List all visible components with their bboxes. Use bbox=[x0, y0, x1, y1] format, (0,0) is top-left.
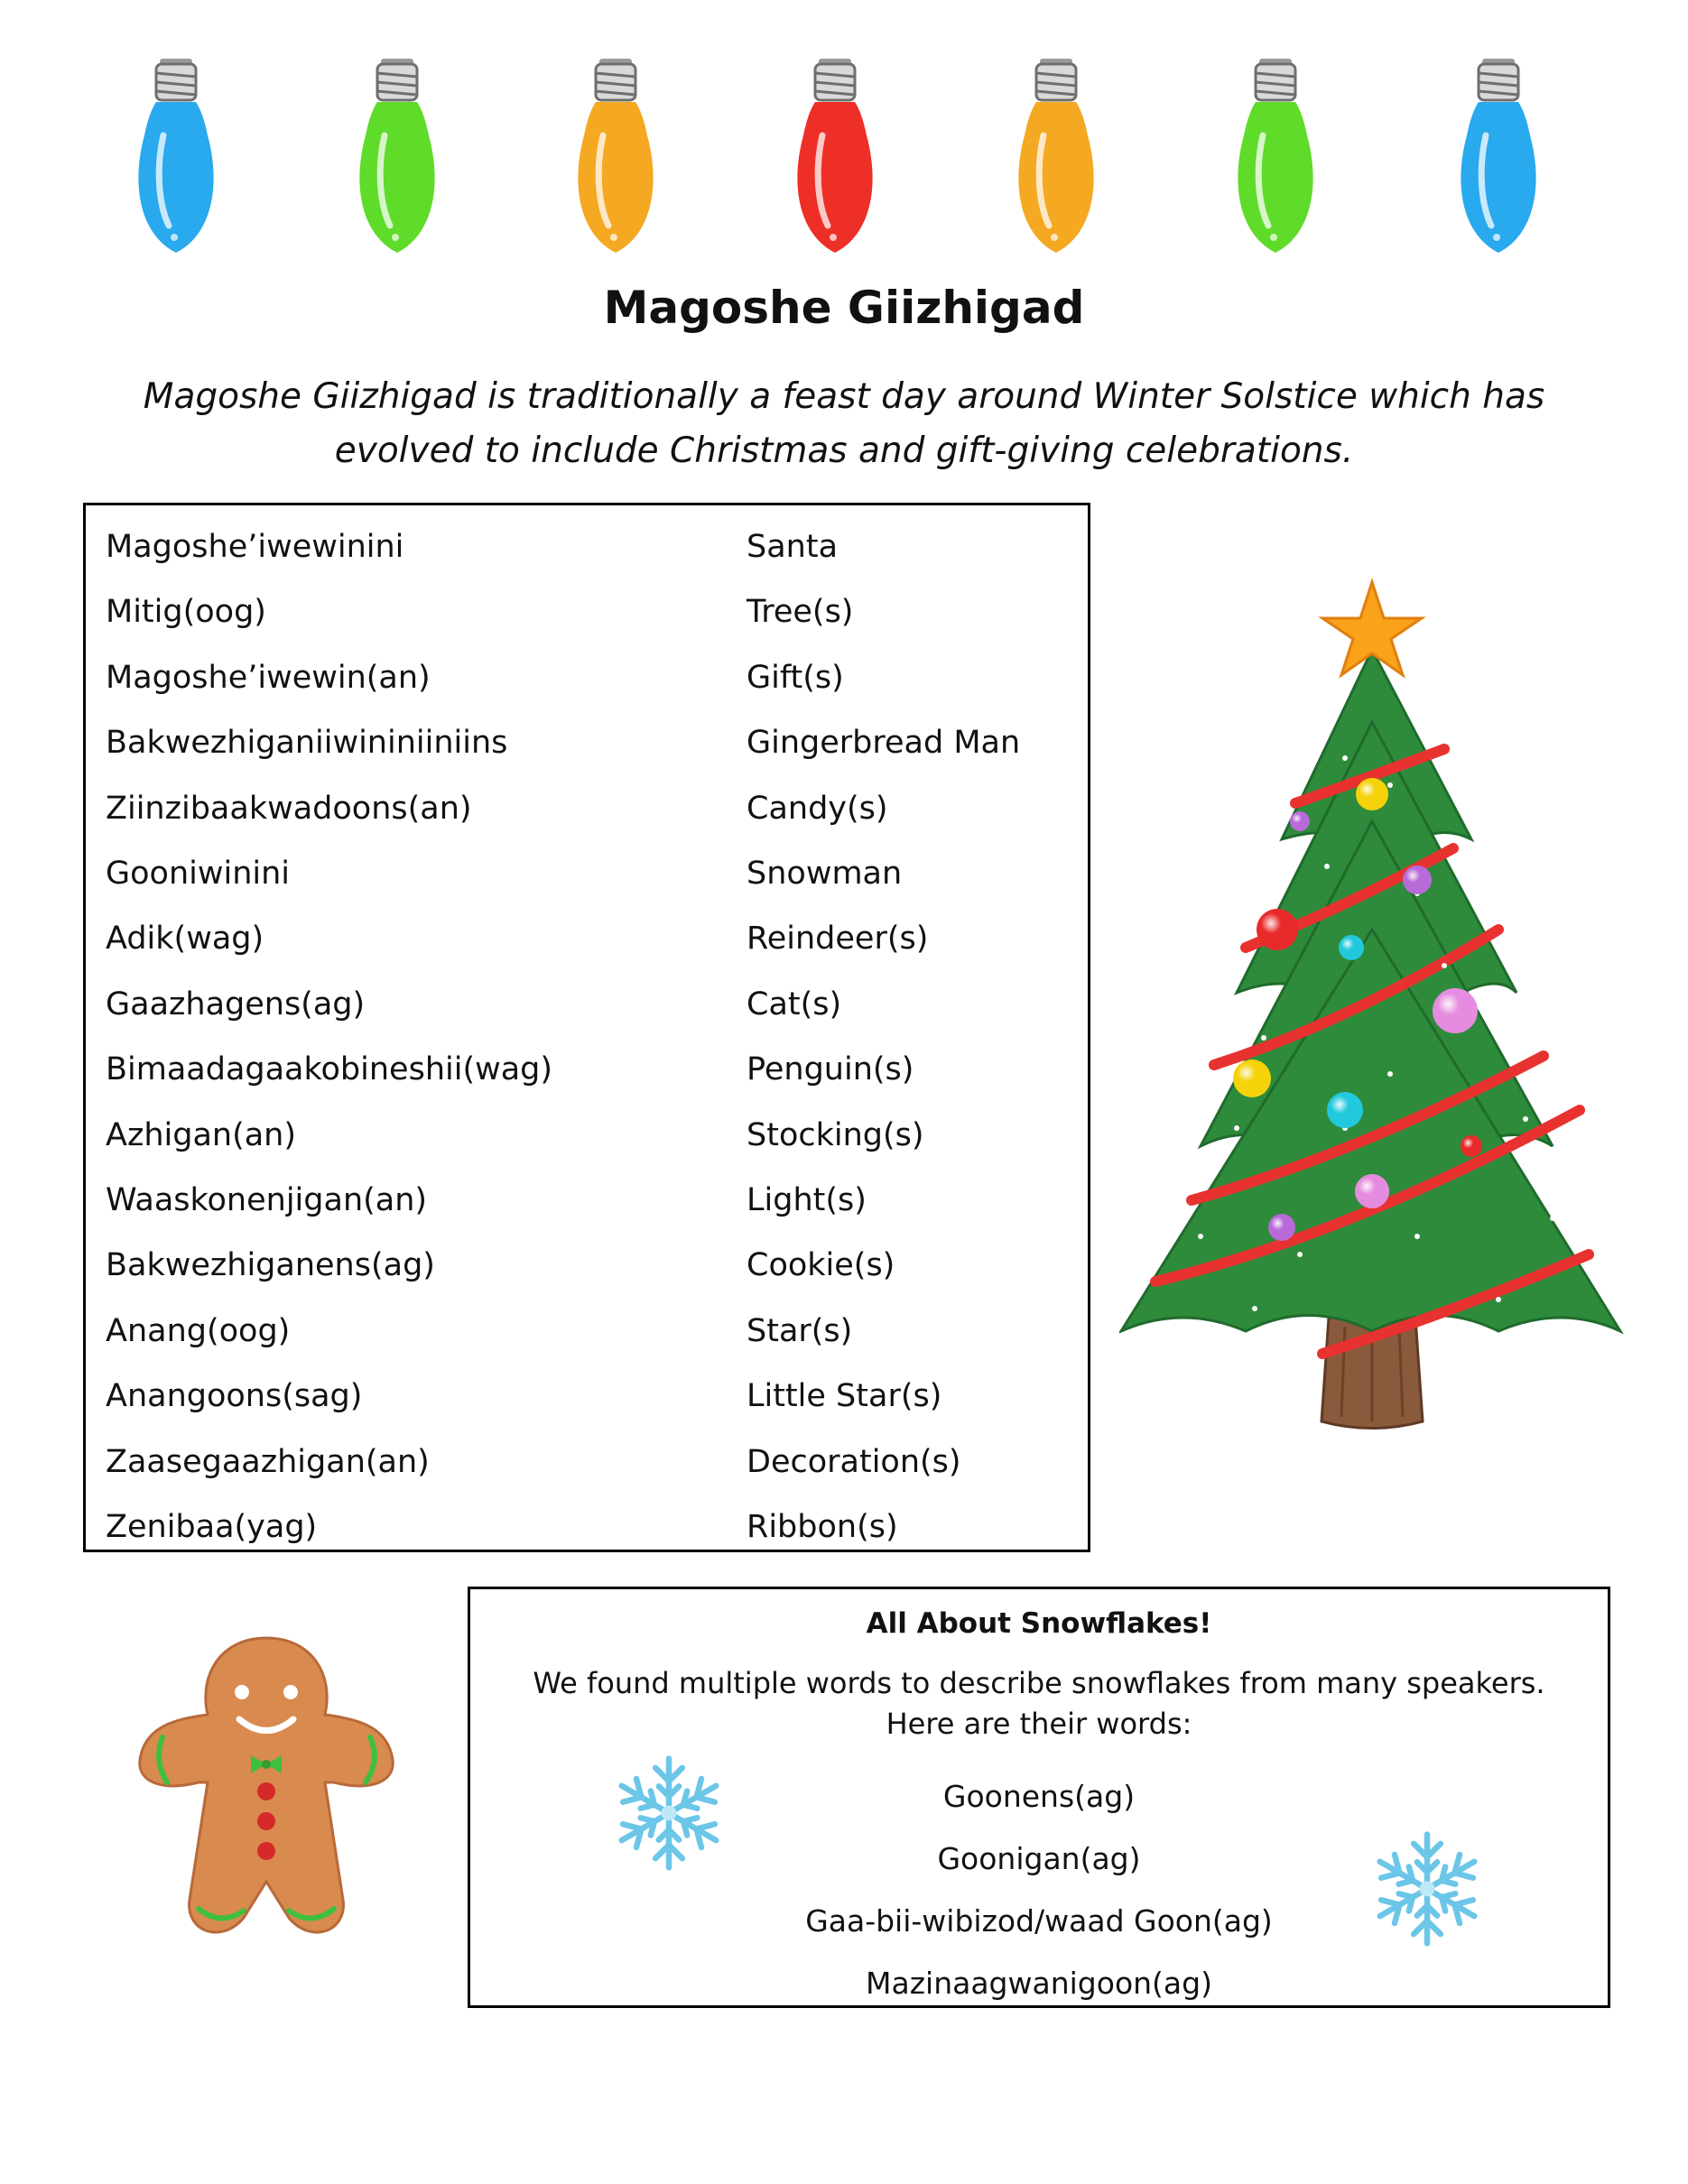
ojibwe-word: Bakwezhiganiiwininiiniins bbox=[106, 725, 508, 762]
english-translation: Candy(s) bbox=[747, 790, 888, 827]
snowflake-word: Goonigan(ag) bbox=[937, 1841, 1141, 1876]
christmas-light-bulb-icon bbox=[561, 50, 670, 266]
vocab-row bbox=[86, 514, 1088, 579]
ojibwe-word: Anangoons(sag) bbox=[106, 1378, 363, 1415]
snowflakes-description-line2: Here are their words: bbox=[886, 1707, 1192, 1741]
vocab-row bbox=[86, 710, 1088, 775]
english-translation: Cat(s) bbox=[747, 986, 842, 1023]
ojibwe-word: Adik(wag) bbox=[106, 921, 264, 958]
ojibwe-word: Azhigan(an) bbox=[106, 1116, 297, 1153]
vocab-row bbox=[86, 1168, 1088, 1233]
english-translation: Tree(s) bbox=[747, 594, 854, 631]
snowflakes-title: All About Snowflakes! bbox=[866, 1607, 1212, 1640]
ojibwe-word: Magoshe’iwewinini bbox=[106, 529, 404, 565]
english-translation: Stocking(s) bbox=[747, 1116, 924, 1153]
vocab-row bbox=[86, 1299, 1088, 1364]
english-translation: Light(s) bbox=[747, 1182, 867, 1218]
snowflake-word: Gaa-bii-wibizod/waad Goon(ag) bbox=[805, 1903, 1273, 1939]
snowflakes-description bbox=[470, 1663, 1608, 1744]
snowflake-word: Mazinaagwanigoon(ag) bbox=[866, 1966, 1212, 2001]
vocab-row bbox=[86, 1233, 1088, 1298]
vocab-row bbox=[86, 579, 1088, 644]
snowflakes-description-line1: We found multiple words to describe snowflakes from many speakers. bbox=[533, 1666, 1545, 1700]
english-translation: Gift(s) bbox=[747, 659, 844, 696]
vocab-row bbox=[86, 645, 1088, 710]
ojibwe-word: Gaazhagens(ag) bbox=[106, 986, 366, 1023]
vocab-row bbox=[86, 1037, 1088, 1102]
vocabulary-table bbox=[83, 503, 1090, 1552]
page-title: Magoshe Giizhigad bbox=[603, 282, 1085, 334]
christmas-light-bulb-icon bbox=[781, 50, 889, 266]
vocab-row bbox=[86, 1103, 1088, 1168]
ojibwe-word: Zaasegaazhigan(an) bbox=[106, 1443, 430, 1480]
vocab-row bbox=[86, 1364, 1088, 1429]
english-translation: Cookie(s) bbox=[747, 1247, 895, 1284]
christmas-light-bulb-icon bbox=[1002, 50, 1110, 266]
gingerbread-man-icon bbox=[135, 1629, 397, 1954]
english-translation: Little Star(s) bbox=[747, 1378, 942, 1415]
vocab-row bbox=[86, 906, 1088, 971]
english-translation: Penguin(s) bbox=[747, 1051, 914, 1088]
english-translation: Star(s) bbox=[747, 1312, 853, 1349]
english-translation: Decoration(s) bbox=[747, 1443, 961, 1480]
intro-paragraph: Magoshe Giizhigad is traditionally a feast day around Winter Solstice which has evolved to include Christmas and gift-giving celebrations. bbox=[143, 376, 1545, 471]
snowflake-icon bbox=[1368, 1826, 1486, 1952]
christmas-light-bulb-icon bbox=[122, 50, 230, 266]
english-translation: Santa bbox=[747, 529, 839, 565]
english-translation: Snowman bbox=[747, 856, 903, 892]
snowflake-word: Goonens(ag) bbox=[942, 1779, 1136, 1814]
tree-foliage bbox=[1121, 650, 1620, 1331]
english-translation: Ribbon(s) bbox=[747, 1509, 898, 1545]
vocab-row bbox=[86, 1430, 1088, 1495]
christmas-light-bulb-icon bbox=[1221, 50, 1330, 266]
ojibwe-word: Bimaadagaakobineshii(wag) bbox=[106, 1051, 553, 1088]
ojibwe-word: Ziinzibaakwadoons(an) bbox=[106, 790, 472, 827]
christmas-lights-row bbox=[0, 50, 1688, 266]
christmas-tree-icon bbox=[1119, 569, 1625, 1435]
ojibwe-word: Magoshe’iwewin(an) bbox=[106, 659, 431, 696]
vocab-row bbox=[86, 1495, 1088, 1559]
vocab-row bbox=[86, 776, 1088, 841]
snowflakes-box bbox=[468, 1587, 1610, 2008]
ojibwe-word: Zenibaa(yag) bbox=[106, 1509, 318, 1545]
vocab-row bbox=[86, 972, 1088, 1037]
ojibwe-word: Mitig(oog) bbox=[106, 594, 266, 631]
vocab-row bbox=[86, 841, 1088, 906]
ojibwe-word: Waaskonenjigan(an) bbox=[106, 1182, 428, 1218]
english-translation: Gingerbread Man bbox=[747, 725, 1021, 762]
ojibwe-word: Anang(oog) bbox=[106, 1312, 291, 1349]
christmas-light-bulb-icon bbox=[343, 50, 451, 266]
english-translation: Reindeer(s) bbox=[747, 921, 929, 958]
christmas-light-bulb-icon bbox=[1444, 50, 1553, 266]
snowflake-icon bbox=[610, 1750, 728, 1876]
ojibwe-word: Bakwezhiganens(ag) bbox=[106, 1247, 435, 1284]
ojibwe-word: Gooniwinini bbox=[106, 856, 291, 892]
